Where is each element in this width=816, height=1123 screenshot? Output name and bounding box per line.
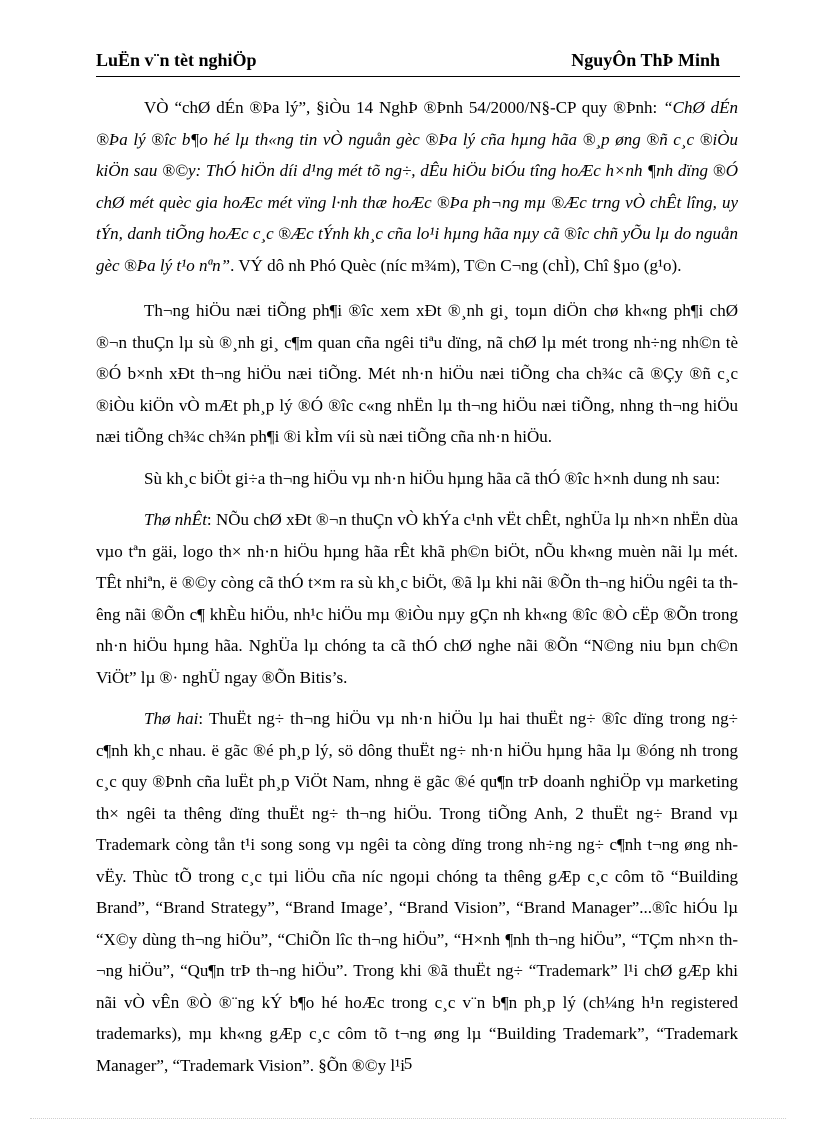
paragraph-3: Sù kh¸c biÖt gi÷a th¬ng hiÖu vµ nh·n hiÖu hµng hãa cã thÓ ®îc h×nh dung nh sau:	[144, 468, 721, 488]
paragraph-1-intro: VÒ “chØ dÉn ®Þa lý”, §iÒu 14 NghÞ ®Þnh 54/2000/N§-CP quy ®Þnh:	[144, 98, 664, 117]
header-author: NguyÔn ThÞ Minh	[571, 50, 720, 70]
paragraph-1	[96, 92, 738, 281]
paragraph-5-lead: Thø hai	[144, 709, 199, 728]
header-title: LuËn v¨n tèt nghiÖp	[96, 50, 257, 70]
body-text	[96, 92, 738, 1091]
page-bottom-divider	[30, 1118, 786, 1119]
paragraph-5	[96, 703, 738, 1081]
paragraph-1-example: . VÝ dô nh Phó Quèc (níc m¾m), T©n C¬ng (chÌ), Chî §µo (g¹o).	[230, 255, 682, 275]
paragraph-4	[96, 504, 738, 693]
paragraph-4-lead: Thø nhÊt	[144, 510, 207, 529]
paragraph-5-text: : ThuËt ng÷ th¬ng hiÖu vµ nh·n hiÖu lµ hai thuËt ng÷ ®îc dïng trong ng÷ c¶nh kh¸c nhau. ë gãc ®é ph¸p lý, sö dông thuËt ng÷ nh·n hiÖu hµng hãa lµ ®óng nh trong c¸c quy ®Þnh cña luËt ph¸p ViÖt Nam, nhng ë gãc ®é qu¶n trÞ doanh nghiÖp vµ marketing th× ngêi ta thêng dïng thuËt ng÷ th¬ng hiÖu. Trong tiÕng Anh, 2 thuËt ng÷ Brand vµ Trademark còng tån t¹i song song vµ ngêi ta còng dïng trong nh÷ng ng÷ c¶nh t¬ng øng nh vËy. Thùc tÕ trong c¸c tµi liÖu cña níc ngoµi chóng ta thêng gÆp c¸c côm tõ “Building Brand”, “Brand Strategy”, “Brand Image’, “Brand Vision”, “Brand Manager”...®îc hiÓu lµ “X©y dùng th¬ng hiÖu”, “ChiÕn lîc th¬ng hiÖu”, “H×nh ¶nh th¬ng hiÖu”, “TÇm nh×n th¬ng hiÖu”, “Qu¶n trÞ th¬ng hiÖu”. Trong khi ®ã thuËt ng÷ “Trademark” l¹i chØ gÆp khi nãi vÒ vÊn ®Ò ®¨ng kÝ b¶o hé hoÆc trong c¸c v¨n b¶n ph¸p lý (ch¼ng h¹n registered trademarks), mµ kh«ng gÆp c¸c côm tõ t¬ng øng lµ “Building Trademark”, “Trademark Manager”, “Trademark Vision”. §Õn ®©y l¹i	[96, 709, 738, 1075]
page-header	[96, 46, 740, 77]
page-number: 5	[403, 1054, 413, 1073]
paragraph-1-quote: “ChØ dÉn ®Þa lý ®îc b¶o hé lµ th«ng tin vÒ nguån gèc ®Þa lý cña hµng hãa ®¸p øng ®ñ c¸c ®iÒu kiÖn sau ®©y: ThÓ hiÖn díi d¹ng mét tõ ng÷, dÊu hiÖu biÓu tîng hoÆc h×nh ¶nh dïng ®Ó chØ mét quèc gia hoÆc mét vïng l·nh thæ hoÆc ®Þa ph¬ng mµ ®Æc trng vÒ chÊt lîng, uy tÝn, danh tiÕng hoÆc c¸c ®Æc tÝnh kh¸c cña lo¹i hµng hãa nµy cã ®îc chñ yÕu lµ do nguån gèc ®Þa lý t¹o nªn”	[96, 98, 738, 275]
paragraph-2: Th¬ng hiÖu næi tiÕng ph¶i ®îc xem xÐt ®¸nh gi¸ toµn diÖn chø kh«ng ph¶i chØ ®¬n thuÇn lµ sù ®¸nh gi¸ c¶m quan cña ngêi tiªu dïng, nã chØ lµ mét trong nh÷ng nh©n tè ®Ó b×nh xÐt th¬ng hiÖu næi tiÕng. Mét nh·n hiÖu næi tiÕng cha ch¾c cã ®Çy ®ñ c¸c ®iÒu kiÖn vÒ mÆt ph¸p lý ®Ó ®îc c«ng nhËn lµ th¬ng hiÖu næi tiÕng, nhng th¬ng hiÖu næi tiÕng ch¾c ch¾n ph¶i ®i kÌm víi sù næi tiÕng cña nh·n hiÖu.	[96, 301, 738, 446]
paragraph-4-text: : NÕu chØ xÐt ®¬n thuÇn vÒ khÝa c¹nh vËt chÊt, nghÜa lµ nh×n nhËn dùa vµo tªn gäi, logo th× nh·n hiÖu hµng hãa rÊt khã ph©n biÖt, nÕu kh«ng muèn nãi lµ mét. TÊt nhiªn, ë ®©y còng cã thÓ t×m ra sù kh¸c biÖt, ®ã lµ khi nãi ®Õn th¬ng hiÖu ngêi ta thêng nãi ®Õn c¶ khÈu hiÖu, nh¹c hiÖu mµ ®iÒu nµy gÇn nh kh«ng ®îc ®Ò cËp ®Õn trong nh·n hiÖu hµng hãa. NghÜa lµ chóng ta cã thÓ chØ nghe nãi ®Õn “N©ng niu bµn ch©n ViÖt” lµ ®· nghÜ ngay ®Õn Bitis’s.	[96, 510, 738, 687]
